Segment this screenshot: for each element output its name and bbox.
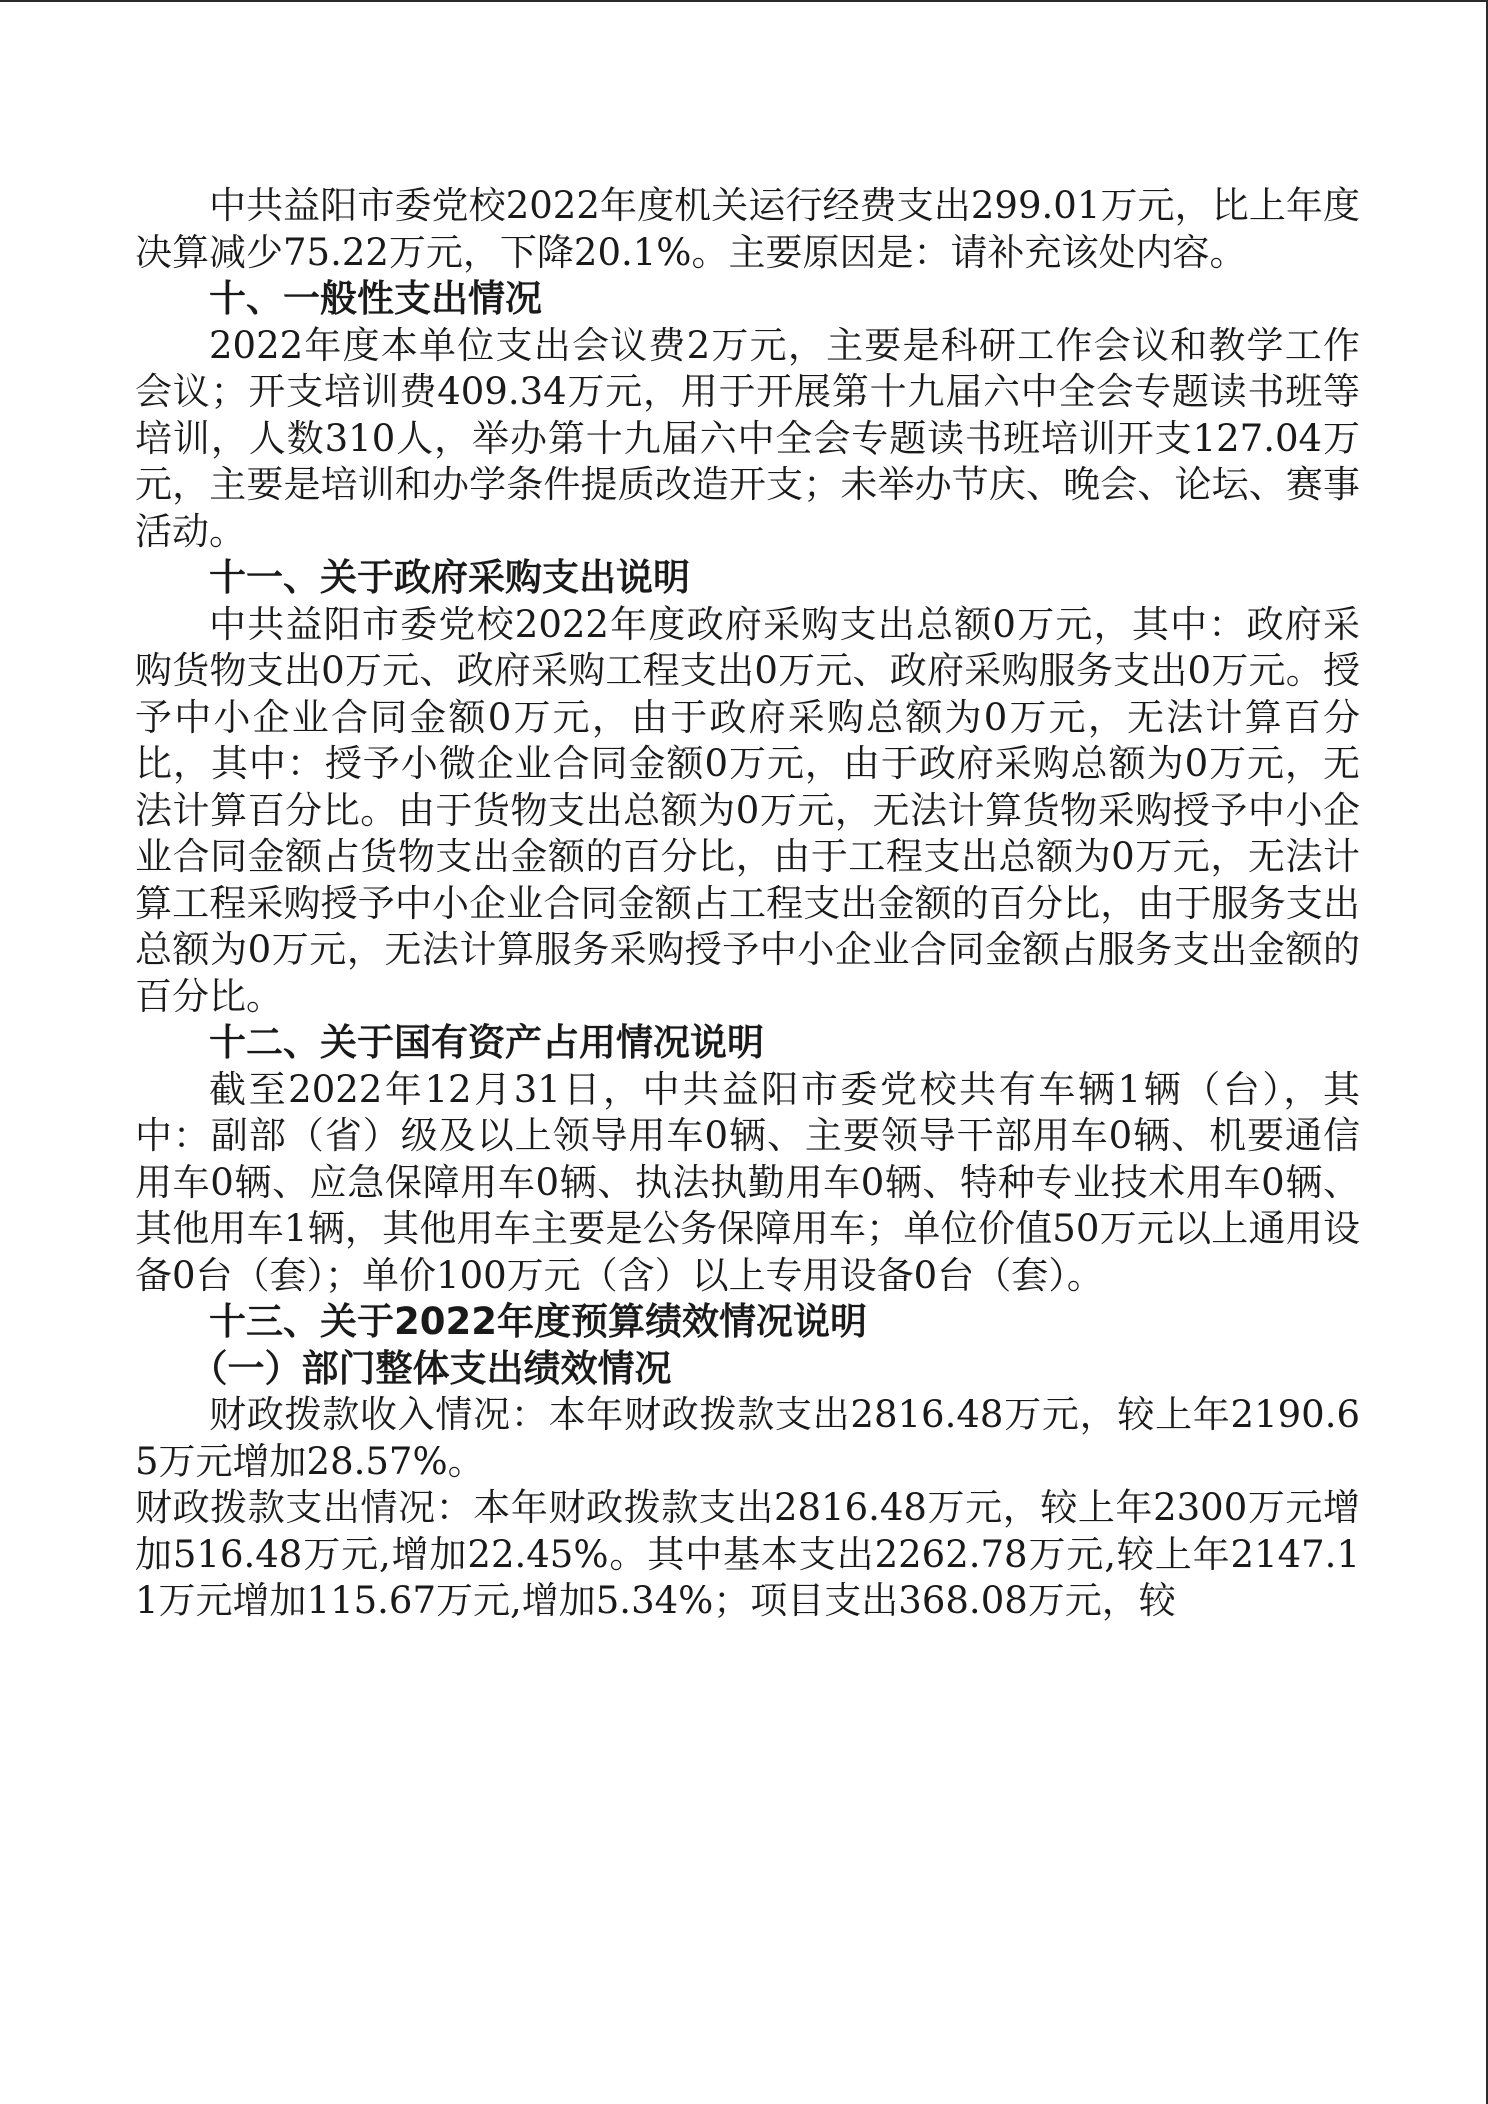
section-heading-budget-performance: 十三、关于2022年度预算绩效情况说明 xyxy=(209,1300,867,1343)
paragraph-state-assets: 截至2022年12月31日，中共益阳市委党校共有车辆1辆（台），其中：副部（省）级及以上领导用车0辆、主要领导干部用车0辆、机要通信用车0辆、应急保障用车0辆、执法执勤用车0辆、特种专业技术用车0辆、其他用车1辆，其他用车主要是公务保障用车；单位价值50万元以上通用设备0台（套）；单价100万元（含）以上专用设备0台（套）。 xyxy=(135,1067,1360,1297)
section-heading-state-assets: 十二、关于国有资产占用情况说明 xyxy=(209,1021,764,1064)
paragraph-government-procurement: 中共益阳市委党校2022年度政府采购支出总额0万元，其中：政府采购货物支出0万元、政府采购工程支出0万元、政府采购服务支出0万元。授予中小企业合同金额0万元，由于政府采购总额为0万元，无法计算百分比，其中：授予小微企业合同金额0万元，由于政府采购总额为0万元，无法计算百分比。由于货物支出总额为0万元，无法计算货物采购授予中小企业合同金额占货物支出金额的百分比，由于工程支出总额为0万元，无法计算工程采购授予中小企业合同金额占工程支出金额的百分比，由于服务支出总额为0万元，无法计算服务采购授予中小企业合同金额占服务支出金额的百分比。 xyxy=(135,602,1360,1018)
paragraph-fiscal-expenditure: 财政拨款支出情况：本年财政拨款支出2816.48万元，较上年2300万元增加516.48万元,增加22.45%。其中基本支出2262.78万元,较上年2147.11万元增加115.67万元,增加5.34%；项目支出368.08万元，较 xyxy=(135,1486,1360,1622)
section-heading-government-procurement: 十一、关于政府采购支出说明 xyxy=(209,556,690,599)
document-body xyxy=(135,183,1360,1625)
paragraph-general-expenditure: 2022年度本单位支出会议费2万元，主要是科研工作会议和教学工作会议；开支培训费409.34万元，用于开展第十九届六中全会专题读书班等培训，人数310人，举办第十九届六中全会专题读书班培训开支127.04万元，主要是培训和办学条件提质改造开支；未举办节庆、晚会、论坛、赛事活动。 xyxy=(135,323,1360,553)
subsection-heading-overall-performance: （一）部门整体支出绩效情况 xyxy=(190,1346,672,1390)
paragraph-fiscal-income: 财政拨款收入情况：本年财政拨款支出2816.48万元，较上年2190.65万元增加28.57%。 xyxy=(135,1393,1360,1483)
section-heading-general-expenditure: 十、一般性支出情况 xyxy=(209,277,542,320)
paragraph-operating-expenses: 中共益阳市委党校2022年度机关运行经费支出299.01万元，比上年度决算减少75.22万元，下降20.1%。主要原因是：请补充该处内容。 xyxy=(135,184,1360,274)
page-border-top xyxy=(0,0,1488,2)
